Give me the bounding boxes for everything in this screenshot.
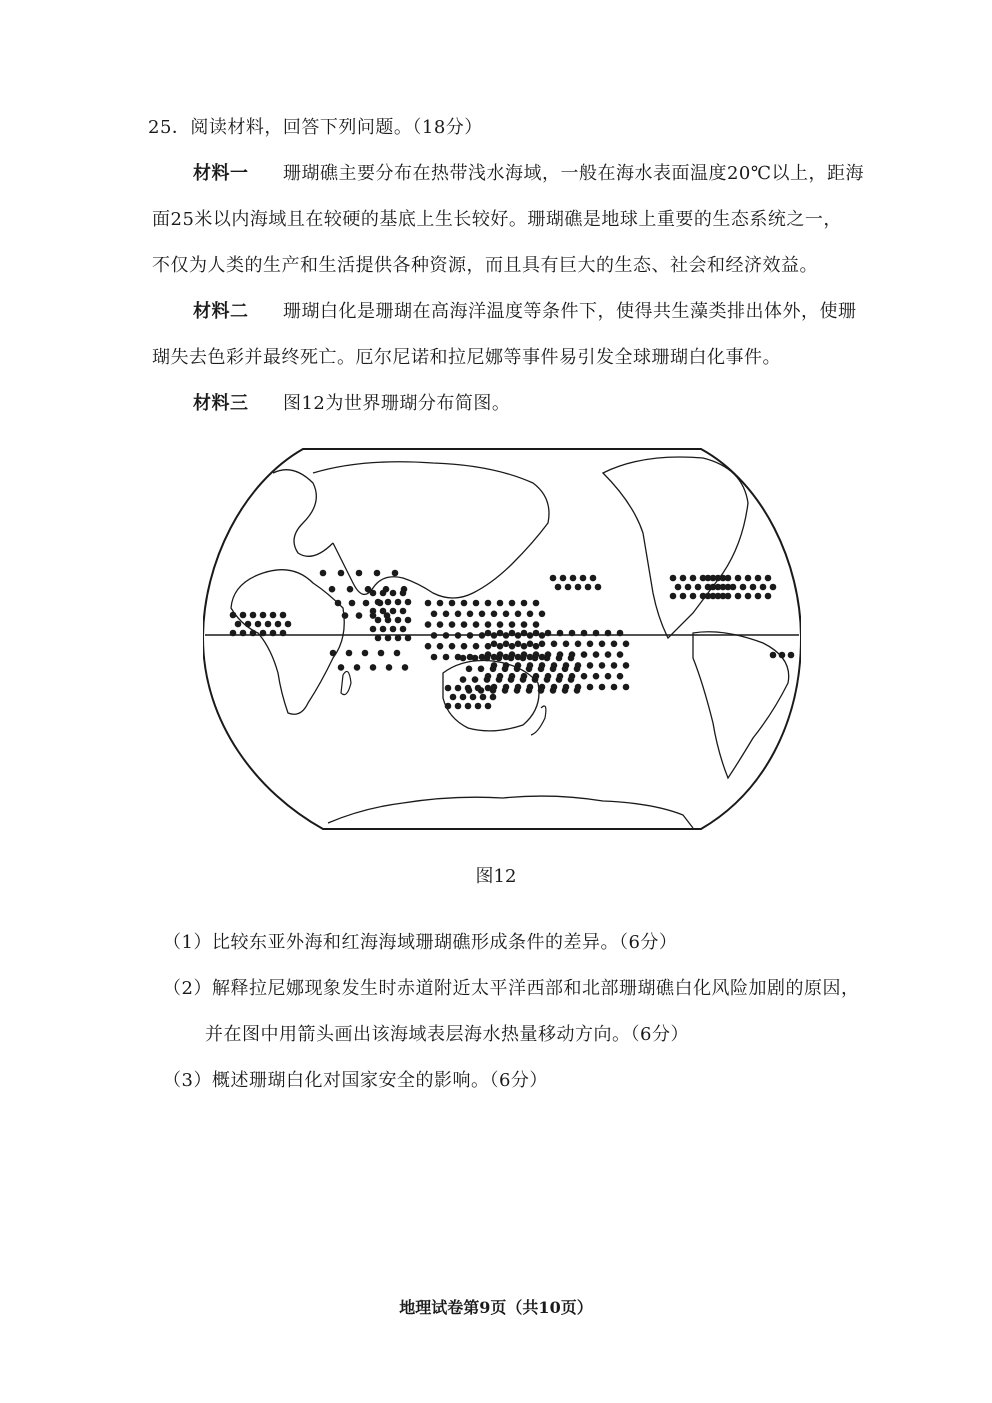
coral-marker <box>485 630 492 637</box>
material-1-line3: 不仅为人类的生产和生活提供各种资源，而且具有巨大的生态、社会和经济效益。 <box>152 255 818 276</box>
coral-marker <box>685 584 692 591</box>
coral-marker <box>455 703 462 710</box>
coral-marker <box>230 612 237 619</box>
coral-marker <box>491 641 498 648</box>
coral-marker <box>533 643 540 650</box>
coral-marker <box>560 575 567 582</box>
coral-marker <box>431 611 438 618</box>
coral-marker <box>527 641 534 648</box>
coral-marker <box>575 641 582 648</box>
coral-marker <box>491 632 498 639</box>
coral-marker <box>346 650 353 657</box>
page-footer: 地理试卷第9页（共10页） <box>399 1298 593 1317</box>
coral-marker <box>473 600 480 607</box>
coral-marker <box>270 630 277 637</box>
map-frame <box>203 449 801 829</box>
coral-marker <box>514 687 521 694</box>
coral-marker <box>380 590 387 597</box>
coral-marker <box>390 608 397 615</box>
coral-marker <box>473 621 480 628</box>
coral-marker <box>544 676 551 683</box>
coral-marker <box>370 664 377 671</box>
coral-marker <box>467 611 474 618</box>
coral-marker <box>595 584 602 591</box>
coral-marker <box>515 611 522 618</box>
material-3-text: 图12为世界珊瑚分布简图。 <box>282 393 511 414</box>
coral-marker <box>385 617 392 624</box>
coral-marker <box>467 632 474 639</box>
coral-marker <box>705 575 712 582</box>
coral-marker <box>496 655 503 662</box>
coral-marker <box>480 694 487 701</box>
coral-marker <box>617 630 624 637</box>
coral-marker <box>735 575 742 582</box>
coral-marker <box>515 641 522 648</box>
coral-marker <box>362 650 369 657</box>
new-zealand-coast <box>531 706 546 735</box>
coral-marker <box>526 666 533 673</box>
coral-marker <box>539 632 546 639</box>
coral-marker <box>265 621 272 628</box>
coral-marker <box>581 651 588 658</box>
coral-marker <box>745 575 752 582</box>
coral-marker <box>485 621 492 628</box>
coral-marker <box>611 662 618 669</box>
coral-marker <box>574 666 581 673</box>
coral-marker <box>562 687 569 694</box>
coral-marker <box>725 575 732 582</box>
coral-marker <box>568 655 575 662</box>
coral-marker <box>593 630 600 637</box>
coral-marker <box>370 590 377 597</box>
coral-marker <box>545 630 552 637</box>
coral-marker <box>260 612 267 619</box>
coral-marker <box>443 654 450 661</box>
coral-marker <box>509 643 516 650</box>
coral-marker <box>485 685 492 692</box>
subquestion-1: （1）比较东亚外海和红海海域珊瑚礁形成条件的差异。（6分） <box>163 932 678 953</box>
coral-marker <box>405 617 412 624</box>
coral-marker <box>725 593 732 600</box>
coral-marker <box>450 694 457 701</box>
coral-marker <box>466 666 473 673</box>
coral-marker <box>580 575 587 582</box>
coral-marker <box>557 630 564 637</box>
coral-marker <box>740 584 747 591</box>
coral-marker <box>570 575 577 582</box>
coral-marker <box>280 630 287 637</box>
coral-marker <box>443 611 450 618</box>
coral-marker <box>710 584 717 591</box>
coral-marker <box>695 584 702 591</box>
coral-marker <box>455 632 462 639</box>
coral-marker <box>250 612 257 619</box>
question-header: 25．阅读材料，回答下列问题。（18分） <box>148 117 483 138</box>
coral-marker <box>587 641 594 648</box>
coral-marker <box>392 570 399 577</box>
coral-marker <box>568 676 575 683</box>
coral-marker <box>374 570 381 577</box>
coral-marker <box>496 676 503 683</box>
coral-marker <box>375 599 382 606</box>
coral-marker <box>461 621 468 628</box>
coral-marker <box>240 612 247 619</box>
coral-marker <box>544 655 551 662</box>
coral-marker <box>484 676 491 683</box>
coral-marker <box>484 655 491 662</box>
coral-marker <box>515 632 522 639</box>
coral-marker <box>581 673 588 680</box>
coral-marker <box>449 643 456 650</box>
coral-marker <box>750 584 757 591</box>
coral-marker <box>593 673 600 680</box>
coral-marker <box>395 599 402 606</box>
coral-marker <box>445 703 452 710</box>
coral-marker <box>431 632 438 639</box>
material-3-label: 材料三 <box>193 393 249 414</box>
coral-marker <box>497 630 504 637</box>
coral-marker <box>509 630 516 637</box>
coral-marker <box>670 575 677 582</box>
coral-marker <box>370 626 377 633</box>
coral-marker <box>479 632 486 639</box>
coral-marker <box>363 600 370 607</box>
antarctica-coast <box>328 796 693 828</box>
coral-marker <box>593 651 600 658</box>
coral-marker <box>520 676 527 683</box>
coral-marker <box>563 641 570 648</box>
material-3 <box>193 389 510 415</box>
coral-marker <box>587 662 594 669</box>
coral-marker <box>449 600 456 607</box>
coral-marker <box>338 570 345 577</box>
coral-marker <box>405 635 412 642</box>
coral-marker <box>720 584 727 591</box>
coral-marker <box>556 655 563 662</box>
material-1-line2: 面25米以内海域且在较硬的基底上生长较好。珊瑚礁是地球上重要的生态系统之一， <box>152 209 842 230</box>
coral-marker <box>400 608 407 615</box>
coral-marker <box>380 608 387 615</box>
coral-marker <box>356 570 363 577</box>
world-map-figure <box>203 443 801 835</box>
coral-marker <box>520 655 527 662</box>
coral-marker <box>587 684 594 691</box>
coral-marker <box>538 687 545 694</box>
coral-marker <box>497 621 504 628</box>
coral-marker <box>491 611 498 618</box>
coral-marker <box>490 694 497 701</box>
coral-marker <box>460 676 467 683</box>
coral-marker <box>280 612 287 619</box>
coral-marker <box>788 652 795 659</box>
coral-marker <box>565 584 572 591</box>
material-1-line1: 珊瑚礁主要分布在热带浅水海域，一般在海水表面温度20℃以上，距海 <box>282 163 865 184</box>
coral-marker <box>705 593 712 600</box>
coral-marker <box>431 654 438 661</box>
coral-marker <box>497 600 504 607</box>
coral-marker <box>605 651 612 658</box>
coral-marker <box>478 666 485 673</box>
coral-marker <box>425 643 432 650</box>
coral-marker <box>250 630 257 637</box>
africa-coast <box>231 570 344 715</box>
coral-marker <box>550 687 557 694</box>
coral-marker <box>460 655 467 662</box>
coral-marker <box>605 673 612 680</box>
coral-marker <box>581 630 588 637</box>
coral-marker <box>550 575 557 582</box>
coral-marker <box>569 630 576 637</box>
coral-marker <box>285 621 292 628</box>
coral-marker <box>475 703 482 710</box>
north-america-coast <box>603 457 748 638</box>
coral-marker <box>745 593 752 600</box>
coral-marker <box>509 600 516 607</box>
coral-marker <box>375 635 382 642</box>
coral-marker <box>255 621 262 628</box>
coral-marker <box>599 662 606 669</box>
coral-marker <box>605 630 612 637</box>
coral-marker <box>395 617 402 624</box>
coral-marker <box>270 612 277 619</box>
coral-marker <box>585 584 592 591</box>
coral-marker <box>338 664 345 671</box>
coral-marker <box>617 673 624 680</box>
coral-marker <box>521 630 528 637</box>
coral-marker <box>425 600 432 607</box>
coral-marker <box>623 662 630 669</box>
coral-marker <box>508 676 515 683</box>
coral-marker <box>460 694 467 701</box>
coral-marker <box>395 635 402 642</box>
coral-marker <box>680 575 687 582</box>
coral-marker <box>394 650 401 657</box>
coral-marker <box>556 676 563 683</box>
coral-marker <box>502 666 509 673</box>
coral-marker <box>555 584 562 591</box>
coral-marker <box>400 626 407 633</box>
coral-marker <box>575 584 582 591</box>
coral-marker <box>503 611 510 618</box>
coral-marker <box>715 575 722 582</box>
coral-marker <box>320 570 327 577</box>
coral-marker <box>335 600 342 607</box>
coral-marker <box>509 621 516 628</box>
coral-marker <box>532 655 539 662</box>
material-1-label: 材料一 <box>193 163 249 184</box>
coral-marker <box>465 685 472 692</box>
coral-marker <box>760 584 767 591</box>
coral-marker <box>380 626 387 633</box>
coral-marker <box>521 600 528 607</box>
coral-marker <box>386 664 393 671</box>
coral-marker <box>354 664 361 671</box>
coral-marker <box>329 586 336 593</box>
coral-marker <box>437 643 444 650</box>
subquestion-3: （3）概述珊瑚白化对国家安全的影响。（6分） <box>163 1070 548 1091</box>
coral-marker <box>260 630 267 637</box>
coral-marker <box>405 599 412 606</box>
coral-marker <box>551 641 558 648</box>
coral-marker <box>526 687 533 694</box>
coral-marker <box>455 685 462 692</box>
coral-marker <box>755 575 762 582</box>
coral-marker <box>599 641 606 648</box>
coral-marker <box>675 584 682 591</box>
coral-marker <box>235 621 242 628</box>
coral-marker <box>765 575 772 582</box>
coral-marker <box>617 651 624 658</box>
coral-marker <box>349 600 356 607</box>
coral-marker <box>425 621 432 628</box>
coral-marker <box>623 684 630 691</box>
coral-marker <box>479 611 486 618</box>
material-2-line1: 珊瑚白化是珊瑚在高海洋温度等条件下，使得共生藻类排出体外，使珊 <box>282 301 857 322</box>
coral-marker <box>230 630 237 637</box>
coral-marker <box>562 666 569 673</box>
coral-marker <box>356 612 363 619</box>
coral-marker <box>472 655 479 662</box>
coral-marker <box>521 621 528 628</box>
coral-marker <box>533 600 540 607</box>
coral-marker <box>770 584 777 591</box>
coral-marker <box>385 599 392 606</box>
madagascar-coast <box>341 671 351 694</box>
coral-marker <box>623 641 630 648</box>
coral-marker <box>490 666 497 673</box>
coral-marker <box>275 621 282 628</box>
coral-marker <box>715 593 722 600</box>
coral-marker <box>539 641 546 648</box>
coral-marker <box>390 626 397 633</box>
coral-marker <box>574 687 581 694</box>
coral-marker <box>485 703 492 710</box>
coral-marker <box>378 650 385 657</box>
coral-marker <box>240 630 247 637</box>
coral-marker <box>590 575 597 582</box>
coral-marker <box>532 676 539 683</box>
coral-marker <box>445 685 452 692</box>
coral-marker <box>437 600 444 607</box>
coral-marker <box>473 643 480 650</box>
coral-marker <box>680 593 687 600</box>
coral-marker <box>690 575 697 582</box>
coral-marker <box>611 684 618 691</box>
coral-marker <box>770 652 777 659</box>
coral-marker <box>527 632 534 639</box>
coral-marker <box>370 608 377 615</box>
coral-marker <box>347 586 354 593</box>
coral-marker <box>670 593 677 600</box>
coral-marker <box>461 643 468 650</box>
coral-marker <box>390 590 397 597</box>
coral-marker <box>465 703 472 710</box>
europe-coast <box>273 470 333 557</box>
coral-marker <box>533 621 540 628</box>
coral-marker <box>342 612 349 619</box>
coral-marker <box>533 630 540 637</box>
coral-marker <box>502 687 509 694</box>
coral-marker <box>461 600 468 607</box>
figure-caption: 图12 <box>475 866 517 887</box>
coral-marker <box>385 635 392 642</box>
coral-marker <box>514 666 521 673</box>
coral-marker <box>735 593 742 600</box>
coral-marker <box>443 632 450 639</box>
coral-marker <box>755 593 762 600</box>
coral-marker <box>765 593 772 600</box>
coral-marker <box>550 666 557 673</box>
coral-marker <box>485 600 492 607</box>
subquestion-2-line1: （2）解释拉尼娜现象发生时赤道附近太平洋西部和北部珊瑚礁白化风险加剧的原因， <box>163 978 860 999</box>
coral-marker <box>521 643 528 650</box>
coral-marker <box>503 641 510 648</box>
coral-marker <box>472 676 479 683</box>
coral-marker <box>400 590 407 597</box>
material-2-line2: 瑚失去色彩并最终死亡。厄尔尼诺和拉尼娜等事件易引发全球珊瑚白化事件。 <box>152 347 781 368</box>
coral-marker <box>508 655 515 662</box>
coral-marker <box>611 641 618 648</box>
material-2-label: 材料二 <box>193 301 249 322</box>
coral-marker <box>527 611 534 618</box>
coral-marker <box>330 650 337 657</box>
coral-marker <box>497 643 504 650</box>
coral-marker <box>470 694 477 701</box>
coral-marker <box>599 684 606 691</box>
coral-marker <box>485 643 492 650</box>
coral-marker <box>730 584 737 591</box>
coral-marker <box>437 621 444 628</box>
coral-marker <box>690 593 697 600</box>
coral-marker <box>449 621 456 628</box>
coral-marker <box>455 611 462 618</box>
coral-marker <box>402 664 409 671</box>
coral-marker <box>475 685 482 692</box>
coral-distribution-map <box>203 443 801 835</box>
coral-marker <box>539 611 546 618</box>
coral-marker <box>538 666 545 673</box>
coral-marker <box>245 621 252 628</box>
subquestion-2-line2: 并在图中用箭头画出该海域表层海水热量移动方向。（6分） <box>205 1024 689 1045</box>
coral-marker <box>779 652 786 659</box>
coral-marker <box>375 617 382 624</box>
asia-coast <box>313 462 549 598</box>
coral-marker <box>503 632 510 639</box>
